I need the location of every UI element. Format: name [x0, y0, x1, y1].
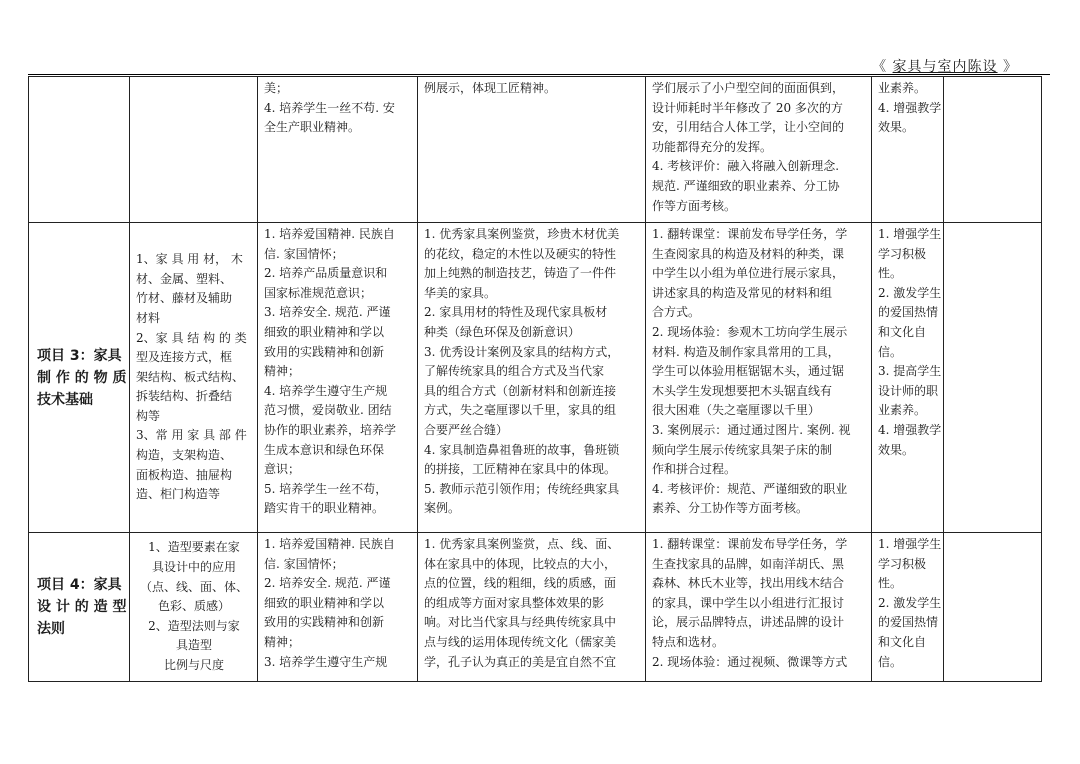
cell-line: 体在家具中的体现，比较点的大小， — [424, 556, 617, 571]
cell-line: 造、柜门构造等 — [136, 487, 221, 502]
cell-line: 讲述家具的构造及常见的材料和组 — [652, 285, 833, 300]
cell-line: 2. 培养安全. 规范. 严谨 — [264, 576, 391, 591]
table-row — [29, 77, 1042, 223]
cell-line: 设计师耗时半年修改了 20 多次的方 — [652, 100, 843, 115]
cell-line: 性。 — [878, 576, 903, 591]
cell-line: 和文化自 — [878, 634, 927, 649]
cell-line: 作和拼合过程。 — [652, 462, 737, 477]
cell-line: 的家具，课中学生以小组进行汇报讨 — [652, 595, 845, 610]
cell-line: 技术基础 — [37, 391, 93, 408]
cell-line: 1. 翻转课堂：课前发布导学任务，学 — [652, 227, 848, 241]
cell-line: 例展示，体现工匠精神。 — [424, 81, 557, 95]
cell-line: 构造，支架构造、 — [136, 448, 233, 463]
cell-line: 1. 翻转课堂：课前发布导学任务，学 — [652, 537, 848, 551]
ideological-goals-cell — [258, 533, 418, 682]
materials-cell — [130, 533, 258, 682]
table-row — [29, 533, 1042, 682]
expected-effects-cell — [872, 223, 944, 533]
cell-line: 3. 案例展示：通过通过图片. 案例. 视 — [652, 422, 851, 437]
cell-line: 2. 现场体验：参观木工坊向学生展示 — [652, 324, 848, 339]
cell-line: 材料. 构造及制作家具常用的工具， — [652, 344, 840, 359]
cell-line: 4. 考核评价：融入将融入创新理念. — [652, 159, 840, 174]
cell-line: 2. 激发学生 — [878, 285, 942, 300]
cell-line: 业素养。 — [878, 81, 927, 95]
cell-line: 功能都得充分的发挥。 — [652, 139, 773, 154]
cell-line: 点的位置，线的粗细，线的质感，面 — [424, 576, 617, 591]
cell-line: 1. 增强学生 — [878, 537, 942, 551]
expected-effects-cell — [872, 77, 944, 223]
cell-line: 3、常 用 家 具 部 件 — [136, 428, 247, 443]
title-open-mark: 《 — [872, 59, 888, 75]
cell-line: 2. 家具用材的特性及现代家具板材 — [424, 305, 608, 320]
header-rule — [28, 74, 1050, 75]
cell-line: 频向学生展示传统家具架子床的制 — [652, 442, 833, 457]
cell-line: 生成本意识和绿色环保 — [264, 442, 385, 457]
cell-line: 信。 — [878, 654, 903, 669]
cell-line: 具设计中的应用 — [151, 560, 236, 575]
cell-line: 拆装结构、折叠结 — [136, 389, 233, 404]
cell-line: 方式，失之毫厘谬以千里，家具的组 — [424, 403, 617, 418]
cell-line: 学习积极 — [878, 246, 927, 261]
cell-line: 协作的职业素养，培养学 — [264, 422, 397, 437]
cell-line: 意识； — [264, 462, 301, 477]
cell-line: 的组成等方面对家具整体效果的影 — [424, 595, 605, 610]
cell-line: 美； — [264, 81, 289, 95]
cell-line: 效果。 — [878, 120, 915, 135]
cell-line: 学生可以体验用框锯锯木头，通过锯 — [652, 364, 845, 379]
cell-line: 比例与尺度 — [163, 657, 224, 672]
cell-line: 3. 培养学生遵守生产规 — [264, 654, 388, 669]
cell-line: 材料 — [136, 310, 161, 325]
cell-line: 华美的家具。 — [424, 285, 497, 300]
empty-cell — [944, 223, 1042, 533]
cell-line: 2、造型法则与家 — [148, 618, 240, 633]
cell-line: 木头学生发现想要把木头锯直线有 — [652, 383, 833, 398]
ideological-goals-cell — [258, 77, 418, 223]
teaching-cases-cell — [418, 77, 646, 223]
cell-line: 性。 — [878, 266, 903, 281]
cell-line: 全生产职业精神。 — [264, 120, 361, 135]
cell-line: 安，引用结合人体工学，让小空间的 — [652, 120, 845, 135]
cell-line: 1、造型要素在家 — [148, 540, 240, 555]
cell-line: 2、家 具 结 构 的 类 — [136, 330, 247, 345]
cell-line: 信. 家国情怀； — [264, 556, 344, 571]
cell-line: 合方式。 — [652, 305, 701, 320]
cell-line: 3. 培养安全. 规范. 严谨 — [264, 305, 391, 320]
cell-line: 4. 考核评价：规范、严谨细致的职业 — [652, 481, 848, 496]
cell-line: 设计师的职 — [878, 383, 939, 398]
cell-line: 的花纹，稳定的木性以及硬实的特性 — [424, 246, 617, 261]
cell-line: 生查找家具的品牌，如南洋胡氏、黑 — [652, 556, 845, 571]
cell-line: 具造型 — [175, 638, 212, 653]
cell-line: 学们展示了小户型空间的面面俱到， — [652, 81, 845, 95]
ideological-goals-cell — [258, 223, 418, 533]
cell-line: 合要严丝合缝） — [424, 422, 509, 437]
cell-line: 4. 家具制造鼻祖鲁班的故事，鲁班锁 — [424, 442, 620, 457]
cell-line: 业素养。 — [878, 403, 927, 418]
cell-line: 5. 教师示范引领作用；传统经典家具 — [424, 481, 620, 496]
cell-line: 加上纯熟的制造技艺，铸造了一件件 — [424, 266, 617, 281]
cell-line: 范习惯，爱岗敬业. 团结 — [264, 403, 392, 418]
cell-line: 5. 培养学生一丝不苟， — [264, 481, 388, 496]
cell-line: 1. 增强学生 — [878, 227, 942, 241]
cell-line: 规范. 严谨细致的职业素养、分工协 — [652, 178, 840, 193]
cell-line: 法则 — [37, 621, 65, 637]
cell-line: 3. 优秀设计案例及家具的结构方式， — [424, 344, 620, 359]
table-row — [29, 223, 1042, 533]
cell-line: 响。对比当代家具与经典传统家具中 — [424, 615, 617, 630]
cell-line: 面板构造、抽屉构 — [136, 467, 233, 482]
cell-line: 生查阅家具的构造及材料的种类，课 — [652, 246, 845, 261]
cell-line: 和文化自 — [878, 324, 927, 339]
cell-line: 信. 家国情怀； — [264, 246, 344, 261]
cell-line: 4. 培养学生遵守生产规 — [264, 383, 388, 398]
cell-line: 学习积极 — [878, 556, 927, 571]
cell-line: 架结构、板式结构、 — [136, 369, 245, 384]
cell-line: 学，孔子认为真正的美是宜自然不宜 — [424, 654, 617, 669]
project-title-cell — [29, 223, 130, 533]
cell-line: 了解传统家具的组合方式及当代家 — [424, 364, 605, 379]
cell-line: 4. 增强教学 — [878, 422, 942, 437]
cell-line: 1. 培养爱国精神. 民族自 — [264, 227, 395, 241]
cell-line: 的拼接，工匠精神在家具中的体现。 — [424, 462, 617, 477]
cell-line: 色彩、质感） — [157, 599, 230, 614]
teaching-methods-cell — [646, 533, 872, 682]
cell-line: 1. 培养爱国精神. 民族自 — [264, 537, 395, 551]
cell-line: 项目 3：家具 — [37, 347, 122, 364]
cell-line: 种类（绿色环保及创新意识） — [424, 324, 581, 339]
cell-line: 1. 优秀家具案例鉴赏，点、线、面、 — [424, 537, 620, 551]
cell-line: 致用的实践精神和创新 — [264, 344, 385, 359]
cell-line: 信。 — [878, 344, 903, 359]
cell-line: 3. 提高学生 — [878, 364, 942, 379]
materials-cell — [130, 77, 258, 223]
cell-line: 2. 现场体验：通过视频、微课等方式 — [652, 654, 848, 669]
cell-line: 细致的职业精神和学以 — [264, 324, 385, 339]
title-close-mark: 》 — [1003, 59, 1018, 75]
cell-line: 踏实肯干的职业精神。 — [264, 501, 385, 516]
teaching-methods-cell — [646, 77, 872, 223]
cell-line: 4. 增强教学 — [878, 100, 942, 115]
teaching-cases-cell — [418, 533, 646, 682]
empty-cell — [944, 77, 1042, 223]
cell-line: 竹材、藤材及辅助 — [136, 291, 233, 306]
cell-line: 中学生以小组为单位进行展示家具， — [652, 266, 845, 281]
cell-line: 精神； — [264, 634, 301, 649]
cell-line: 项目 4：家具 — [37, 577, 122, 593]
cell-line: 具的组合方式（创新材料和创新连接 — [424, 383, 617, 398]
cell-line: 材、金属、塑料、 — [136, 271, 233, 286]
document-header-title — [872, 56, 1018, 76]
materials-cell — [130, 223, 258, 533]
cell-line: 设 计 的 造 型 — [37, 599, 127, 615]
cell-line: 很大困难（失之毫厘谬以千里） — [652, 403, 821, 418]
project-title-cell — [29, 533, 130, 682]
cell-line: （点、线、面、体、 — [139, 579, 248, 594]
cell-line: 型及连接方式，框 — [136, 350, 233, 365]
cell-line: 精神； — [264, 364, 301, 379]
cell-line: 特点和选材。 — [652, 634, 725, 649]
cell-line: 细致的职业精神和学以 — [264, 595, 385, 610]
cell-line: 素养、分工协作等方面考核。 — [652, 501, 809, 516]
cell-line: 2. 激发学生 — [878, 595, 942, 610]
cell-line: 国家标准规范意识； — [264, 285, 373, 300]
teaching-cases-cell — [418, 223, 646, 533]
cell-line: 构等 — [136, 408, 161, 423]
cell-line: 森林、林氏木业等，找出用线木结合 — [652, 576, 845, 591]
cell-line: 案例。 — [424, 501, 461, 516]
cell-line: 制 作 的 物 质 — [37, 369, 127, 386]
cell-line: 1. 优秀家具案例鉴赏，珍贵木材优美 — [424, 227, 620, 241]
cell-line: 的爱国热情 — [878, 615, 939, 630]
cell-line: 4. 培养学生一丝不苟. 安 — [264, 100, 395, 115]
cell-line: 致用的实践精神和创新 — [264, 615, 385, 630]
cell-line: 2. 培养产品质量意识和 — [264, 266, 388, 281]
cell-line: 作等方面考核。 — [652, 198, 737, 213]
cell-line: 论，展示品牌特点，讲述品牌的设计 — [652, 615, 845, 630]
curriculum-table — [28, 76, 1042, 682]
book-title: 家具与室内陈设 — [892, 59, 998, 75]
cell-line: 的爱国热情 — [878, 305, 939, 320]
cell-line: 1、家 具 用 材， 木 — [136, 252, 243, 267]
project-title-cell — [29, 77, 130, 223]
cell-line: 效果。 — [878, 442, 915, 457]
expected-effects-cell — [872, 533, 944, 682]
cell-line: 点与线的运用体现传统文化（儒家美 — [424, 634, 617, 649]
empty-cell — [944, 533, 1042, 682]
teaching-methods-cell — [646, 223, 872, 533]
